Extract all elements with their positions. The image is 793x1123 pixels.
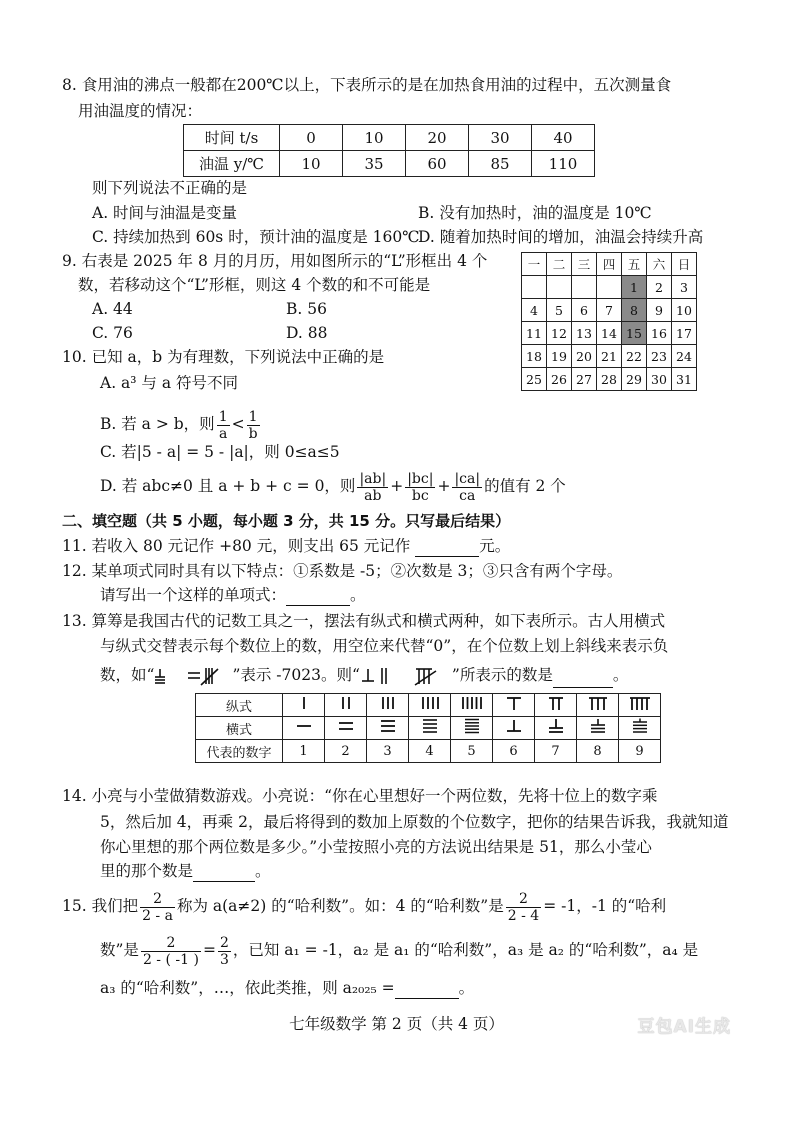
- calendar-day: 3: [672, 276, 697, 299]
- table-cell: 40: [532, 125, 595, 151]
- calendar-day: 5: [547, 299, 572, 322]
- digit-cell: 9: [619, 740, 661, 763]
- q13-line1: 13. 算筹是我国古代的记数工具之一，摆法有纵式和横式两种，如下表所示。古人用横式: [62, 612, 666, 630]
- row-label: 纵式: [196, 694, 283, 717]
- vertical-rod-2: [325, 694, 367, 717]
- q14-tail: 。: [255, 862, 271, 880]
- table-row: [196, 740, 661, 763]
- calendar-week: [522, 276, 697, 299]
- table-cell: 85: [469, 151, 532, 177]
- q14-line2: 5，然后加 4，再乘 2，最后将得到的数加上原数的个位数字，把你的结果告诉我，我就知道: [100, 813, 729, 831]
- calendar-day: 10: [672, 299, 697, 322]
- digit-cell: 2: [325, 740, 367, 763]
- denominator: 2 - ( -1 ): [142, 951, 199, 968]
- numerator: |bc|: [407, 470, 434, 487]
- digit-cell: 5: [451, 740, 493, 763]
- q8-option-d: D. 随着加热时间的增加，油温会持续升高: [418, 228, 704, 246]
- q13-text-c: ”所表示的数是: [451, 666, 553, 684]
- q14-line3: 你心里想的那个两位数是多少。”小莹按照小亮的方法说出结果是 51，那么小莹心: [100, 838, 652, 856]
- denominator: a: [218, 425, 228, 442]
- horizontal-rod-6: [493, 717, 535, 740]
- calendar-day: 30: [647, 368, 672, 391]
- numerator: 2: [506, 891, 541, 908]
- fraction: [357, 471, 388, 504]
- fraction: [217, 409, 230, 442]
- numerator: 1: [218, 408, 228, 425]
- counting-rods-question: [360, 666, 452, 684]
- horizontal-rod-9: [619, 717, 661, 740]
- calendar-day: 28: [597, 368, 622, 391]
- digit-cell: 6: [493, 740, 535, 763]
- denominator: 2 - a: [142, 907, 173, 924]
- calendar-table: [521, 252, 697, 391]
- q13-line2: 与纵式交替表示每个数位上的数，用空位来代替“0”，在个位数上划上斜线来表示负: [100, 637, 669, 655]
- table-cell: 110: [532, 151, 595, 177]
- q15-text-post: ，已知 a₁ = -1，a₂ 是 a₁ 的“哈利数”，a₃ 是 a₂ 的“哈利数”，a₄ 是: [232, 941, 699, 959]
- fraction: [452, 471, 482, 504]
- calendar-day-highlighted: 15: [622, 322, 647, 345]
- calendar-week: [522, 368, 697, 391]
- calendar-header: [522, 253, 697, 276]
- calendar-day: 9: [647, 299, 672, 322]
- calendar-day: 16: [647, 322, 672, 345]
- q15-line2: [100, 928, 698, 972]
- calendar-day: 17: [672, 322, 697, 345]
- q15-text-post: = -1，-1 的“哈利: [543, 897, 667, 915]
- section-heading: 二、填空题（共 5 小题，每小题 3 分，共 15 分。只写最后结果）: [62, 512, 511, 530]
- q15-text: 数”是: [100, 941, 139, 959]
- vertical-rod-5: [451, 694, 493, 717]
- q15-text-mid: 称为 a(a≠2) 的“哈利数”。如：4 的“哈利数”是: [176, 897, 504, 915]
- q11-text: 11. 若收入 80 元记作 +80 元，则支出 65 元记作: [62, 537, 411, 555]
- calendar-day: 20: [572, 345, 597, 368]
- q13-text-b: ”表示 -7023。则“: [232, 666, 360, 684]
- q12-text: 请写出一个这样的单项式：: [100, 586, 287, 604]
- calendar-day-highlighted: 1: [622, 276, 647, 299]
- vertical-rod-9: [619, 694, 661, 717]
- q12-line2: [100, 584, 366, 606]
- calendar-day: 23: [647, 345, 672, 368]
- calendar-weekday: 二: [547, 253, 572, 276]
- table-cell: 0: [280, 125, 343, 151]
- calendar-day: 4: [522, 299, 547, 322]
- fraction: [140, 891, 175, 924]
- table-row: [184, 125, 595, 151]
- table-cell: 35: [343, 151, 406, 177]
- calendar-day: 11: [522, 322, 547, 345]
- horizontal-rod-5: [451, 717, 493, 740]
- calendar-weekday: 三: [572, 253, 597, 276]
- calendar-day: 27: [572, 368, 597, 391]
- vertical-rod-1: [283, 694, 325, 717]
- calendar-day: 21: [597, 345, 622, 368]
- numerator: 2: [141, 935, 201, 952]
- q15-text: a₃ 的“哈利数”，…，依此类推，则 a₂₀₂₅ =: [100, 979, 395, 997]
- calendar-day: [522, 276, 547, 299]
- answer-blank: [193, 865, 255, 882]
- row-label: 横式: [196, 717, 283, 740]
- denominator: b: [248, 425, 258, 442]
- q14-text: 里的那个数是: [100, 862, 194, 880]
- numerator: 2: [219, 934, 229, 951]
- table-cell: 10: [343, 125, 406, 151]
- table-cell: 30: [469, 125, 532, 151]
- table-cell: 60: [406, 151, 469, 177]
- q10-b-text: B. 若 a > b，则: [100, 415, 215, 433]
- calendar-day: 7: [597, 299, 622, 322]
- horizontal-rod-1: [283, 717, 325, 740]
- q9-option-d: D. 88: [286, 324, 328, 342]
- calendar-week: [522, 345, 697, 368]
- counting-rods-table: [195, 693, 661, 763]
- q9-line2: 数，若移动这个“L”形框，则这 4 个数的和不可能是: [78, 276, 431, 294]
- vertical-rod-8: [577, 694, 619, 717]
- q13-text-d: 。: [612, 666, 629, 684]
- q15-line3: [100, 977, 474, 999]
- table-row: [184, 151, 595, 177]
- numerator: 2: [140, 891, 175, 908]
- q8-line2: 用油温度的情况：: [78, 102, 203, 120]
- q8-line1: 8. 食用油的沸点一般都在200℃以上，下表所示的是在加热食用油的过程中，五次测量食: [62, 76, 672, 94]
- calendar-day: 31: [672, 368, 697, 391]
- vertical-rod-7: [535, 694, 577, 717]
- calendar-week: [522, 322, 697, 345]
- table-cell: 时间 t/s: [184, 125, 280, 151]
- fraction: [218, 935, 231, 968]
- calendar-day: 24: [672, 345, 697, 368]
- calendar-day: 19: [547, 345, 572, 368]
- table-cell: 油温 y/℃: [184, 151, 280, 177]
- page-footer: 七年级数学 第 2 页（共 4 页）: [289, 1015, 504, 1033]
- fraction: [405, 471, 435, 504]
- q9-option-a: A. 44: [92, 300, 133, 318]
- vertical-rod-3: [367, 694, 409, 717]
- q13-line3: [100, 662, 628, 688]
- digit-cell: 7: [535, 740, 577, 763]
- digit-cell: 4: [409, 740, 451, 763]
- numerator: |ab|: [359, 470, 387, 487]
- calendar-weekday: 日: [672, 253, 697, 276]
- ai-watermark: 豆包AI生成: [637, 1017, 731, 1037]
- calendar-weekday: 五: [622, 253, 647, 276]
- q15-line1: [62, 884, 666, 928]
- counting-rods-example: [154, 666, 232, 684]
- q10-d-tail: 的值有 2 个: [484, 477, 566, 495]
- q13-text-a: 数，如“: [100, 666, 155, 684]
- calendar-day-highlighted: 8: [622, 299, 647, 322]
- calendar-day: 25: [522, 368, 547, 391]
- q10-d-text: D. 若 abc≠0 且 a + b + c = 0，则: [100, 477, 356, 495]
- q14-line1: 14. 小亮与小莹做猜数游戏。小亮说：“你在心里想好一个两位数，先将十位上的数字乘: [62, 787, 658, 805]
- q9-option-b: B. 56: [286, 300, 327, 318]
- q8-option-c: C. 持续加热到 60s 时，预计油的温度是 160℃: [92, 228, 420, 246]
- q9-line1: 9. 右表是 2025 年 8 月的月历，用如图所示的“L”形框出 4 个: [62, 252, 488, 270]
- calendar-day: 26: [547, 368, 572, 391]
- operator: =: [202, 941, 216, 959]
- answer-blank: [286, 589, 350, 606]
- horizontal-rod-8: [577, 717, 619, 740]
- q8-table: [183, 124, 595, 177]
- calendar-day: 22: [622, 345, 647, 368]
- fraction: [141, 935, 201, 968]
- horizontal-rod-2: [325, 717, 367, 740]
- calendar-day: 29: [622, 368, 647, 391]
- q8-prompt: 则下列说法不正确的是: [92, 179, 248, 197]
- horizontal-rod-4: [409, 717, 451, 740]
- answer-blank: [395, 982, 459, 999]
- q15-text: 15. 我们把: [62, 897, 139, 915]
- q14-line4: [100, 860, 271, 882]
- q10-option-c: C. 若|5 - a| = 5 - |a|，则 0≤a≤5: [100, 443, 340, 461]
- q8-option-a: A. 时间与油温是变量: [92, 204, 238, 222]
- denominator: ab: [364, 487, 382, 504]
- digit-cell: 3: [367, 740, 409, 763]
- calendar-weekday: 六: [647, 253, 672, 276]
- q12-line1: 12. 某单项式同时具有以下特点：①系数是 -5；②次数是 3；③只含有两个字母。: [62, 562, 623, 580]
- denominator: 2 - 4: [507, 907, 540, 924]
- vertical-rod-4: [409, 694, 451, 717]
- operator: <: [231, 415, 245, 433]
- numerator: 1: [247, 409, 260, 426]
- calendar-day: 12: [547, 322, 572, 345]
- table-cell: 10: [280, 151, 343, 177]
- q10-line1: 10. 已知 a，b 为有理数，下列说法中正确的是: [62, 348, 385, 366]
- digit-cell: 1: [283, 740, 325, 763]
- q10-option-a: A. a³ 与 a 符号不同: [100, 374, 239, 392]
- horizontal-rod-7: [535, 717, 577, 740]
- calendar-day: [597, 276, 622, 299]
- digit-cell: 8: [577, 740, 619, 763]
- q11-tail: 元。: [479, 537, 511, 555]
- calendar-weekday: 四: [597, 253, 622, 276]
- q15-tail: 。: [458, 979, 475, 997]
- calendar-weekday: 一: [522, 253, 547, 276]
- q10-option-d: D. 若 abc≠0 且 a + b + c = 0，则 $\frac{|ab|}{ab}$ + $\frac{|bc|}{bc}$ + $\frac{|ca|}{ca}$ 的值有 2 个: [100, 470, 566, 504]
- vertical-rod-6: [493, 694, 535, 717]
- calendar-day: [547, 276, 572, 299]
- numerator: |ca|: [454, 470, 481, 487]
- answer-blank: [415, 540, 479, 557]
- q11: [62, 535, 510, 557]
- denominator: bc: [411, 487, 429, 504]
- calendar-day: 2: [647, 276, 672, 299]
- calendar-day: [572, 276, 597, 299]
- calendar-day: 18: [522, 345, 547, 368]
- q12-tail: 。: [350, 586, 366, 604]
- row-label: 代表的数字: [196, 740, 283, 763]
- fraction: [247, 409, 260, 442]
- fraction: [506, 891, 541, 924]
- calendar-week: [522, 299, 697, 322]
- q9-option-c: C. 76: [92, 324, 133, 342]
- table-row: [196, 694, 661, 717]
- denominator: 3: [219, 951, 229, 968]
- calendar-day: 13: [572, 322, 597, 345]
- table-cell: 20: [406, 125, 469, 151]
- answer-blank: [553, 671, 613, 688]
- table-row: [196, 717, 661, 740]
- horizontal-rod-3: [367, 717, 409, 740]
- q8-option-b: B. 没有加热时，油的温度是 10℃: [418, 204, 652, 222]
- calendar-day: 6: [572, 299, 597, 322]
- calendar-day: 14: [597, 322, 622, 345]
- denominator: ca: [459, 487, 476, 504]
- q10-option-b: [100, 404, 262, 444]
